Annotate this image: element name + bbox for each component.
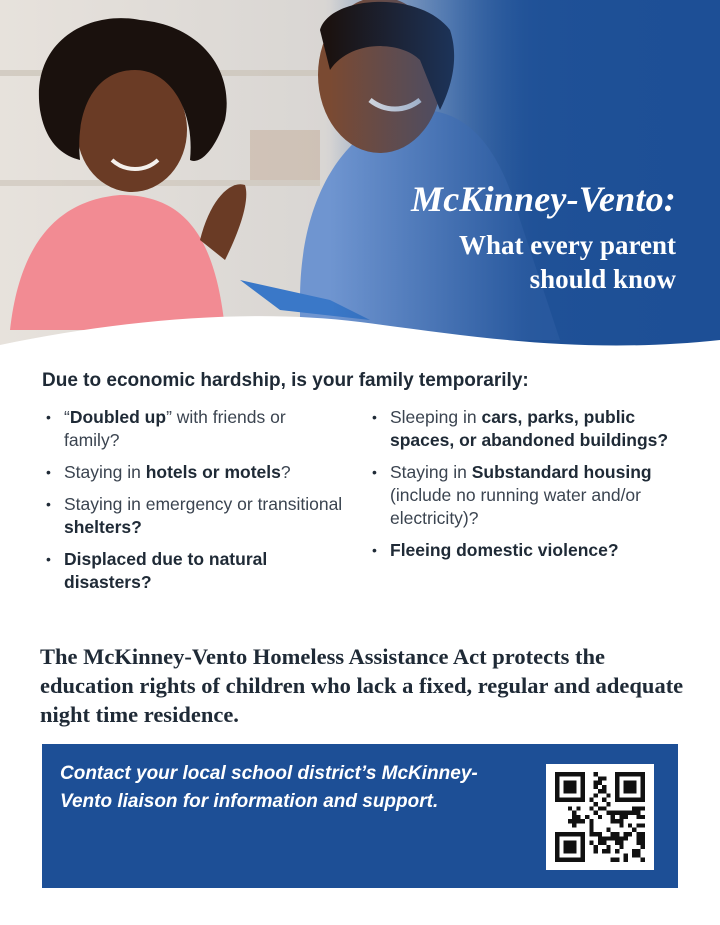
act-statement: The McKinney-Vento Homeless Assistance Act protects the education rights of children who lack a fixed, regular and adequate night time residence.	[40, 644, 684, 727]
hero-title: McKinney-Vento:	[410, 179, 676, 219]
qr-code-icon[interactable]	[546, 764, 654, 870]
situations-list-right	[370, 406, 690, 571]
list-item: • Staying in Substandard housing (include no running water and/or electricity)?	[370, 461, 690, 530]
list-item: • Fleeing domestic violence?	[370, 539, 690, 562]
hero-subtitle: What every parent should know	[459, 230, 676, 294]
list-item: • Displaced due to natural disasters?	[44, 548, 344, 594]
situations-list-left	[44, 406, 344, 603]
hero-photo	[0, 0, 720, 365]
qr-code-graphic	[555, 772, 645, 862]
list-item: • Staying in emergency or transitional shelters?	[44, 493, 344, 539]
list-item: • Sleeping in cars, parks, public spaces, or abandoned buildings?	[370, 406, 690, 452]
list-item: • “Doubled up” with friends or family?	[44, 406, 344, 452]
list-item: • Staying in hotels or motels?	[44, 461, 344, 484]
contact-banner	[42, 744, 678, 888]
contact-text: Contact your local school district’s McKinney-Vento liaison for information and support.	[60, 763, 478, 812]
intro-question: Due to economic hardship, is your family temporarily:	[42, 370, 529, 391]
